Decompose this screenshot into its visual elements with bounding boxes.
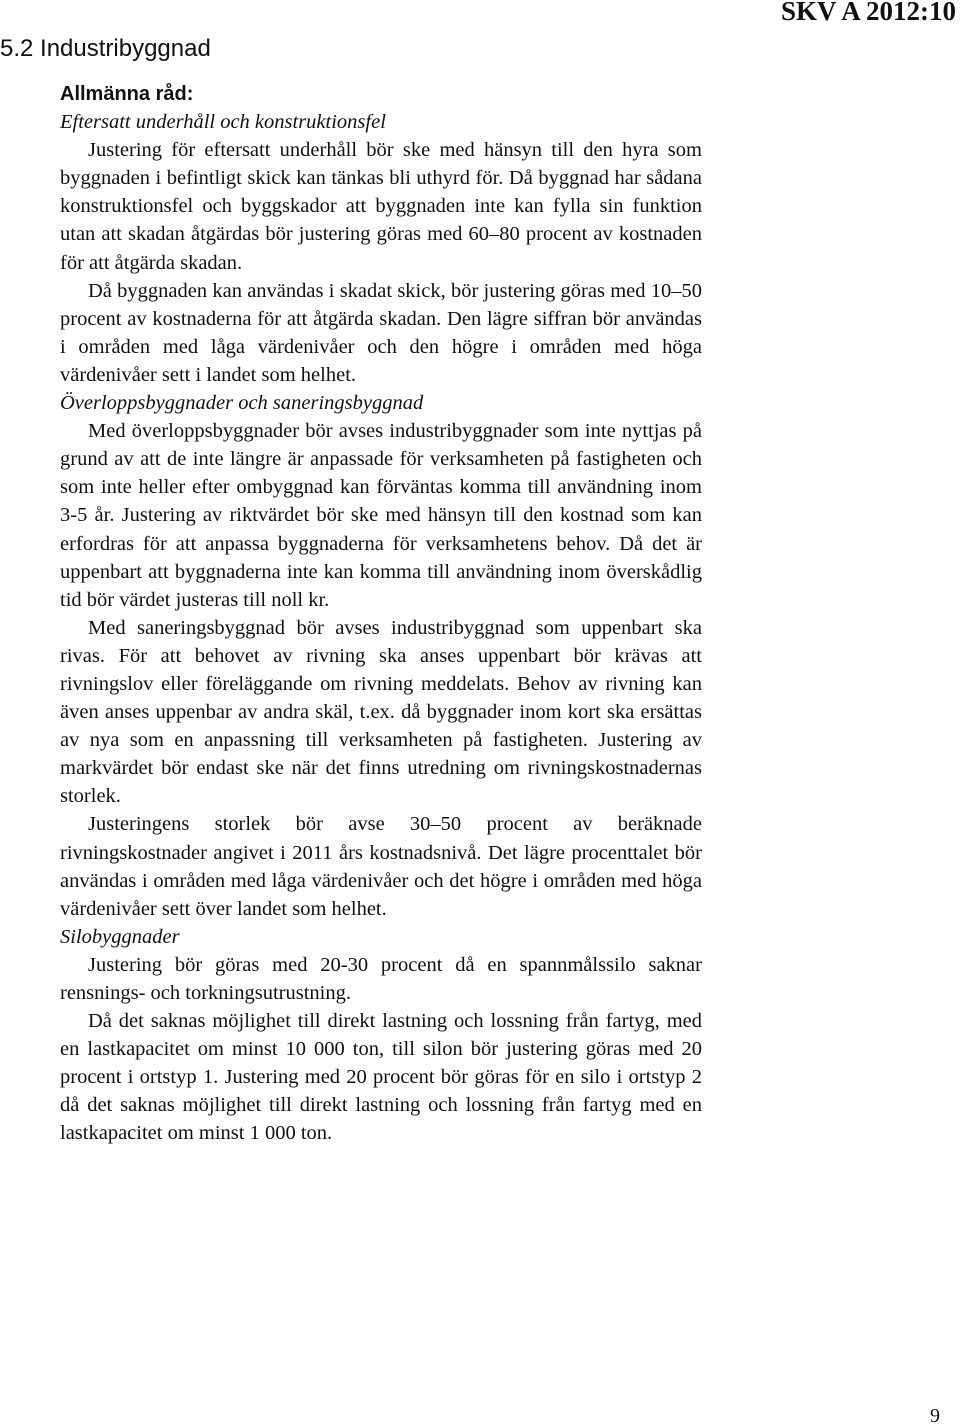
paragraph: Justeringens storlek bör avse 30–50 procent av beräknade rivningskostnader angivet i 2011 års kostnadsnivå. Det lägre procenttalet bör användas i områden med låga värdenivåer och det högre i områden med höga värdenivåer sett över landet som helhet. (60, 813, 702, 920)
advice-label: Allmänna råd: (60, 83, 194, 105)
paragraph: Med saneringsbyggnad bör avses industribyggnad som uppenbart ska rivas. För att behovet av rivning ska anses uppenbart bör krävas att rivningslov eller föreläggande om rivning meddelats. Behov av rivning kan även anses uppenbar av andra skäl, t.ex. då byggnader inom kort ska ersättas av nya som en anpassning till verksamheten på fastigheten. Justering av markvärdet bör endast ske när det finns utredning om rivningskostnadernas storlek. (60, 616, 702, 808)
paragraph: Då byggnaden kan användas i skadat skick, bör justering göras med 10–50 procent av kostnaderna för att åtgärda skadan. Den lägre siffran bör användas i områden med låga värdenivåer och den högre i områden med höga värdenivåer sett i landet som helhet. (60, 279, 702, 386)
paragraph: Med överloppsbyggnader bör avses industribyggnader som inte nyttjas på grund av att de inte längre är anpassade för verksamheten på fastigheten och som inte heller efter ombyggnad kan förväntas komma till användning inom 3-5 år. Justering av riktvärdet bör ske med hänsyn till den kostnad som kan erfordras för att anpassa byggnaderna för verksamhetens behov. Då det är uppenbart att byggnaderna inte kan komma till användning inom överskådlig tid bör värdet justeras till noll kr. (60, 420, 702, 611)
paragraph: Då det saknas möjlighet till direkt lastning och lossning från fartyg, med en lastkapacitet om minst 10 000 ton, till silon bör justering göras med 20 procent i ortstyp 1. Justering med 20 procent bör göras för en silo i ortstyp 2 då det saknas möjlighet till direkt lastning och lossning från fartyg med en lastkapacitet om minst 1 000 ton. (60, 1010, 702, 1145)
document-reference: SKV A 2012:10 (780, 0, 956, 26)
subheading-overloppsbyggnader: Överloppsbyggnader och saneringsbyggnad (60, 392, 424, 415)
document-body (60, 80, 702, 1148)
section-title: 5.2 Industribyggnad (0, 35, 211, 62)
paragraph: Justering för eftersatt underhåll bör ske med hänsyn till den hyra som byggnaden i befintligt skick kan tänkas bli uthyrd för. Då byggnad har sådana konstruktionsfel och byggskador att byggnaden inte kan fylla sin funktion utan att skadan åtgärdas bör justering göras med 60–80 procent av kostnaden för att åtgärda skadan. (60, 139, 702, 274)
page-number: 9 (930, 1405, 940, 1427)
paragraph: Justering bör göras med 20-30 procent då en spannmålssilo saknar rensnings- och torkningsutrustning. (60, 953, 702, 1004)
subheading-eftersatt-underhall: Eftersatt underhåll och konstruktionsfel (60, 111, 386, 134)
subheading-silobyggnader: Silobyggnader (60, 925, 180, 948)
